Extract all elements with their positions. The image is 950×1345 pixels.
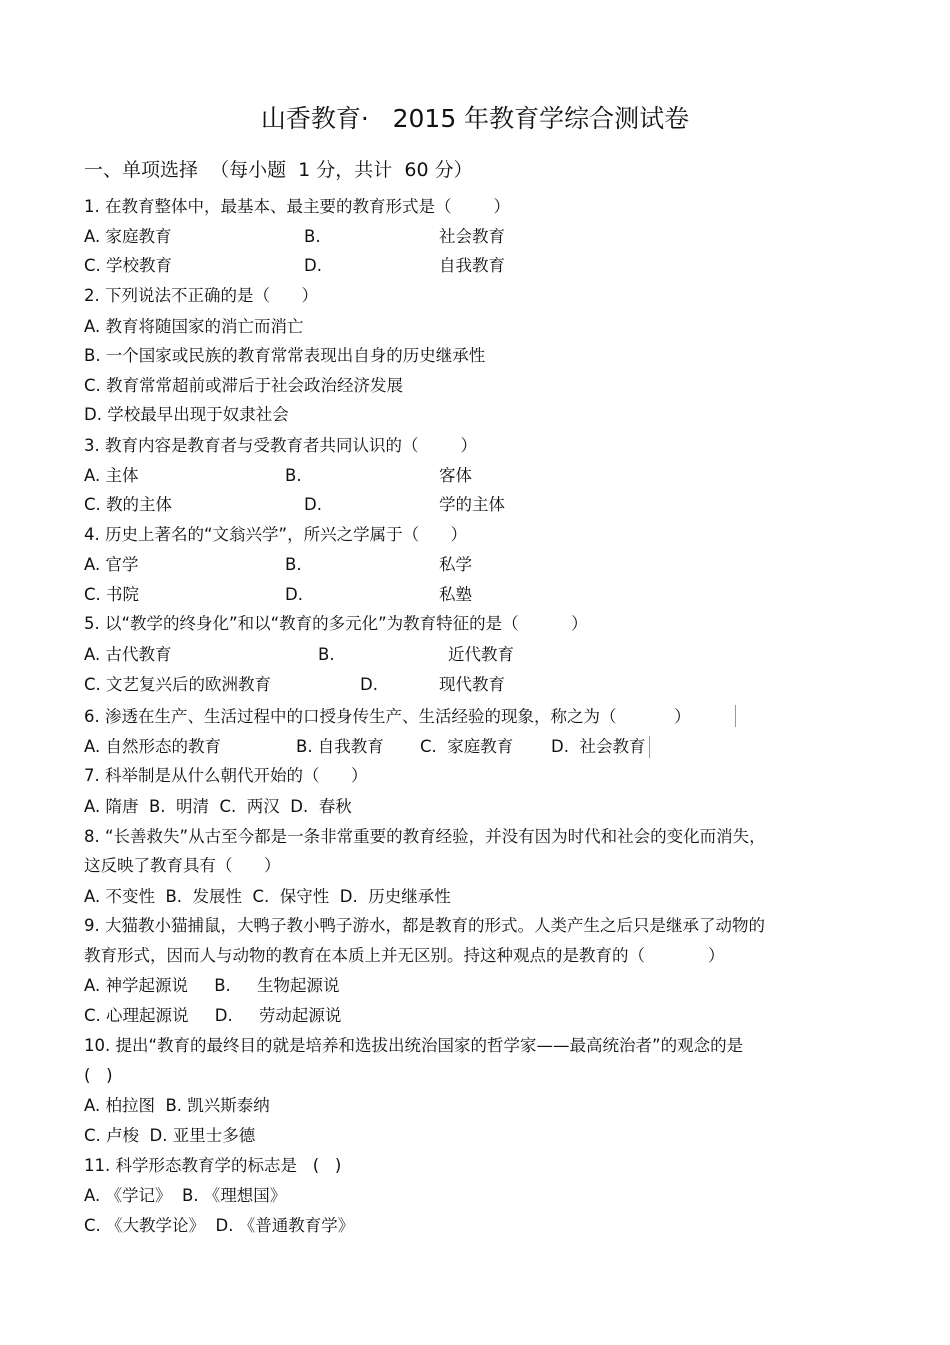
q2-option-d: D. 学校最早出现于奴隶社会 xyxy=(84,405,289,424)
q5-options-ab xyxy=(84,644,884,666)
question-1: 1. 在教育整体中，最基本、最主要的教育形式是（ ） xyxy=(84,197,510,216)
q5-options-cd xyxy=(84,674,884,696)
margin-mark xyxy=(649,736,650,758)
q4-option-a: A. 官学 xyxy=(84,555,139,574)
q7-options: A. 隋唐 B. 明清 C. 两汉 D. 春秋 xyxy=(84,797,352,816)
q1-option-d: 自我教育 xyxy=(439,256,505,275)
q6-option-a: A. 自然形态的教育 xyxy=(84,737,221,756)
q1-options-cd xyxy=(84,255,884,277)
question-9-cont: 教育形式，因而人与动物的教育在本质上并无区别。持这种观点的是教育的（ ） xyxy=(84,946,725,965)
q10-options-ab: A. 柏拉图 B. 凯兴斯泰纳 xyxy=(84,1096,270,1115)
q6-option-d: D. 社会教育 xyxy=(551,737,646,756)
q4-option-d-label: D. xyxy=(285,585,303,604)
question-9: 9. 大猫教小猫捕鼠，大鸭子教小鸭子游水，都是教育的形式。人类产生之后只是继承了动物的 xyxy=(84,916,765,935)
q6-options xyxy=(84,736,884,758)
question-3: 3. 教育内容是教育者与受教育者共同认识的（ ） xyxy=(84,436,477,455)
q4-option-c: C. 书院 xyxy=(84,585,140,604)
q5-option-b: 近代教育 xyxy=(448,645,514,664)
q4-option-b: 私学 xyxy=(439,555,472,574)
q1-option-a: A. 家庭教育 xyxy=(84,227,172,246)
q6-option-c: C. 家庭教育 xyxy=(420,737,514,756)
q4-option-b-label: B. xyxy=(285,555,302,574)
q4-option-d: 私塾 xyxy=(439,585,472,604)
q8-options: A. 不变性 B. 发展性 C. 保守性 D. 历史继承性 xyxy=(84,887,451,906)
q3-options-cd xyxy=(84,494,884,516)
q2-option-a: A. 教育将随国家的消亡而消亡 xyxy=(84,317,304,336)
q5-option-c: C. 文艺复兴后的欧洲教育 xyxy=(84,675,272,694)
q2-option-c: C. 教育常常超前或滞后于社会政治经济发展 xyxy=(84,376,404,395)
section-heading: 一、单项选择 （每小题 1 分，共计 60 分） xyxy=(84,159,473,181)
q3-option-d-label: D. xyxy=(304,495,322,514)
q3-option-a: A. 主体 xyxy=(84,466,139,485)
q11-options-cd: C. 《大教学论》 D. 《普通教育学》 xyxy=(84,1216,355,1235)
margin-mark xyxy=(735,705,736,727)
q9-options-ab: A. 神学起源说 B. 生物起源说 xyxy=(84,976,340,995)
q4-options-ab xyxy=(84,554,884,576)
page-title: 山香教育· 2015 年教育学综合测试卷 xyxy=(260,104,690,133)
q2-option-b: B. 一个国家或民族的教育常常表现出自身的历史继承性 xyxy=(84,346,486,365)
q3-option-b-label: B. xyxy=(285,466,302,485)
q3-option-b: 客体 xyxy=(439,466,472,485)
q3-options-ab xyxy=(84,465,884,487)
q1-option-b: 社会教育 xyxy=(439,227,505,246)
q3-option-d: 学的主体 xyxy=(439,495,505,514)
q11-options-ab: A. 《学记》 B. 《理想国》 xyxy=(84,1186,287,1205)
question-8-cont: 这反映了教育具有（ ） xyxy=(84,856,281,875)
q1-option-b-label: B. xyxy=(304,227,321,246)
question-6: 6. 渗透在生产、生活过程中的口授身传生产、生活经验的现象，称之为（ ） xyxy=(84,707,691,726)
q1-option-d-label: D. xyxy=(304,256,322,275)
q5-option-d-label: D. xyxy=(360,675,378,694)
question-11: 11. 科学形态教育学的标志是 ( ) xyxy=(84,1156,342,1175)
q5-option-d: 现代教育 xyxy=(439,675,505,694)
question-4: 4. 历史上著名的“文翁兴学”，所兴之学属于（ ） xyxy=(84,525,468,544)
q3-option-c: C. 教的主体 xyxy=(84,495,173,514)
question-2: 2. 下列说法不正确的是（ ） xyxy=(84,286,318,305)
q6-option-b: B. 自我教育 xyxy=(296,737,384,756)
q1-option-c: C. 学校教育 xyxy=(84,256,173,275)
question-7: 7. 科举制是从什么朝代开始的（ ） xyxy=(84,766,368,785)
question-8: 8. “长善救失”从古至今都是一条非常重要的教育经验，并没有因为时代和社会的变化而消失， xyxy=(84,827,766,846)
q5-option-a: A. 古代教育 xyxy=(84,645,172,664)
q10-options-cd: C. 卢梭 D. 亚里士多德 xyxy=(84,1126,256,1145)
q4-options-cd xyxy=(84,584,884,606)
question-10-cont: ( ) xyxy=(84,1066,113,1085)
question-5: 5. 以“教学的终身化”和以“教育的多元化”为教育特征的是（ ） xyxy=(84,614,588,633)
q9-options-cd: C. 心理起源说 D. 劳动起源说 xyxy=(84,1006,342,1025)
question-10: 10. 提出“教育的最终目的就是培养和选拔出统治国家的哲学家——最高统治者”的观念的是 xyxy=(84,1036,744,1055)
q1-options-ab xyxy=(84,226,884,248)
q5-option-b-label: B. xyxy=(318,645,335,664)
